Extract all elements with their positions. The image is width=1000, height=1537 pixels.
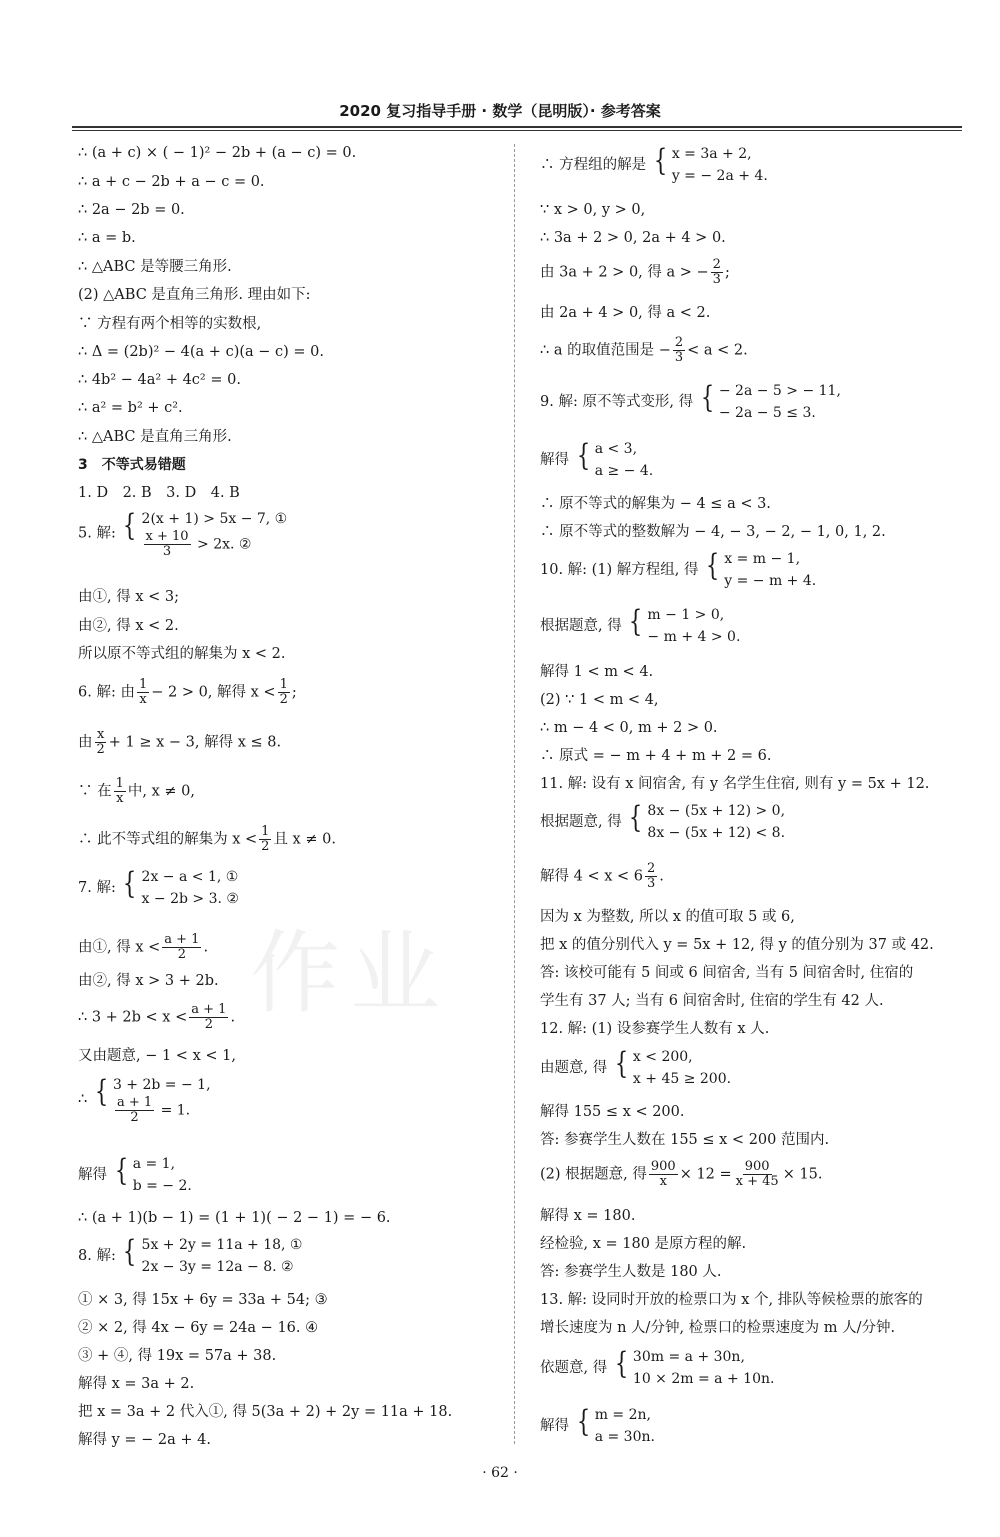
- text-line: 把 x = 3a + 2 代入①, 得 5(3a + 2) + 2y = 11a + 18.: [78, 1404, 453, 1420]
- text-line: 由②, 得 x < 2.: [78, 618, 179, 634]
- choice-answers: 1. D 2. B 3. D 4. B: [78, 485, 240, 501]
- column-divider: [514, 144, 515, 1444]
- text-line: 13. 解: 设同时开放的检票口为 x 个, 排队等候检票的旅客的: [540, 1292, 923, 1308]
- equation-system: 8. 解: { 5x + 2y = 11a + 18, ① 2x − 3y = 12a − 8. ②: [78, 1234, 303, 1275]
- text-line: 学生有 37 人; 当有 6 间宿舍时, 住宿的学生有 42 人.: [540, 993, 884, 1009]
- equation-system: 9. 解: 原不等式变形, 得 { − 2a − 5 > − 11, − 2a − 5 ≤ 3.: [540, 380, 841, 421]
- text-line: ∴ 原式 = − m + 4 + m + 2 = 6.: [540, 748, 772, 764]
- text-line: ② × 2, 得 4x − 6y = 24a − 16. ④: [78, 1320, 319, 1336]
- system-row: $\frac{x + 10}{3}$ > 2x. ②: [145, 529, 252, 559]
- text-line: 解得 y = − 2a + 4.: [78, 1432, 211, 1448]
- text-line: 解得 1 < m < 4.: [540, 664, 654, 680]
- header-rule-thin: [72, 130, 962, 131]
- text-line: ① × 3, 得 15x + 6y = 33a + 54; ③: [78, 1292, 328, 1308]
- text-line: ∴ 2a − 2b = 0.: [78, 202, 185, 218]
- text-line: (2) 根据题意, 得 $\frac{900}{x}$ × 12 = $\frac{900}{x + 45}$ × 15.: [540, 1159, 823, 1189]
- text-line: ∴ a + c − 2b + a − c = 0.: [78, 174, 265, 190]
- text-line: ∴ (a + 1)(b − 1) = (1 + 1)( − 2 − 1) = − 6.: [78, 1210, 391, 1226]
- text-line: 把 x 的值分别代入 y = 5x + 12, 得 y 的值分别为 37 或 42.: [540, 937, 934, 953]
- text-line: 由 $\frac{x}{2}$ + 1 ≥ x − 3, 解得 x ≤ 8.: [78, 727, 282, 757]
- text-line: 由②, 得 x > 3 + 2b.: [78, 973, 219, 989]
- text-line: ∴ Δ = (2b)² − 4(a + c)(a − c) = 0.: [78, 344, 324, 360]
- equation-system: 解得 { m = 2n, a = 30n.: [540, 1404, 655, 1445]
- text-line: 由 3a + 2 > 0, 得 a > − $\frac{2}{3}$ ;: [540, 257, 730, 287]
- page-number: · 62 ·: [482, 1465, 518, 1481]
- text-line: ∴ 3 + 2b < x < $\frac{a + 1}{2}$ .: [78, 1002, 236, 1032]
- equation-system: 根据题意, 得 { 8x − (5x + 12) > 0, 8x − (5x + 12) < 8.: [540, 800, 786, 841]
- text-line: 经检验, x = 180 是原方程的解.: [540, 1236, 747, 1252]
- page-header: 2020 复习指导手册 · 数学（昆明版）· 参考答案: [339, 102, 661, 120]
- text-line: ∴ 原不等式的整数解为 − 4, − 3, − 2, − 1, 0, 1, 2.: [540, 524, 886, 540]
- text-line: 答: 参赛学生人数是 180 人.: [540, 1264, 722, 1280]
- equation-system: 依题意, 得 { 30m = a + 30n, 10 × 2m = a + 10n.: [540, 1346, 775, 1387]
- text-line: 解得 155 ≤ x < 200.: [540, 1104, 685, 1120]
- text-line: ∵ x > 0, y > 0,: [540, 202, 646, 218]
- section-title: 3 不等式易错题: [78, 457, 186, 473]
- text-line: 由①, 得 x < 3;: [78, 589, 179, 605]
- text-line: ∴ 4b² − 4a² + 4c² = 0.: [78, 372, 241, 388]
- equation-system: ∴ { 3 + 2b = − 1, $\frac{a + 1}{2}$ = 1.: [78, 1074, 211, 1125]
- equation-system: 根据题意, 得 { m − 1 > 0, − m + 4 > 0.: [540, 604, 741, 645]
- text-line: ∴ (a + c) × ( − 1)² − 2b + (a − c) = 0.: [78, 145, 357, 161]
- text-line: ∴ a² = b² + c².: [78, 400, 183, 416]
- text-line: ∴ 此不等式组的解集为 x < $\frac{1}{2}$ 且 x ≠ 0.: [78, 824, 336, 854]
- system-row: 2(x + 1) > 5x − 7, ①: [141, 511, 288, 527]
- text-line: 6. 解: 由 $\frac{1}{x}$ − 2 > 0, 解得 x < $\frac{1}{2}$ ;: [78, 677, 297, 707]
- text-line: ∵ 方程有两个相等的实数根,: [78, 316, 262, 332]
- equation-system: ∴ 方程组的解是 { x = 3a + 2, y = − 2a + 4.: [540, 143, 768, 184]
- text-line: 由 2a + 4 > 0, 得 a < 2.: [540, 305, 711, 321]
- text-line: 所以原不等式组的解集为 x < 2.: [78, 646, 286, 662]
- equation-system: 解得 { a = 1, b = − 2.: [78, 1153, 192, 1194]
- watermark: 作业: [250, 921, 450, 1026]
- text-line: ∴ △ABC 是直角三角形.: [78, 429, 232, 445]
- equation-system: 7. 解: { 2x − a < 1, ① x − 2b > 3. ②: [78, 866, 239, 907]
- text-line: ∴ 3a + 2 > 0, 2a + 4 > 0.: [540, 230, 726, 246]
- equation-system: 5. 解: { 2(x + 1) > 5x − 7, ① $\frac{x + 10}{3}$ > 2x. ②: [78, 508, 288, 559]
- text-line: 答: 参赛学生人数在 155 ≤ x < 200 范围内.: [540, 1132, 830, 1148]
- text-line: ∴ △ABC 是等腰三角形.: [78, 259, 232, 275]
- text-line: (2) △ABC 是直角三角形. 理由如下:: [78, 287, 311, 303]
- text-line: 因为 x 为整数, 所以 x 的值可取 5 或 6,: [540, 909, 795, 925]
- text-line: ∴ a = b.: [78, 230, 136, 246]
- text-line: ∴ a 的取值范围是 − $\frac{2}{3}$ < a < 2.: [540, 335, 748, 365]
- text-line: ③ + ④, 得 19x = 57a + 38.: [78, 1348, 277, 1364]
- text-line: ∵ 在 $\frac{1}{x}$ 中, x ≠ 0,: [78, 776, 195, 806]
- text-line: ∴ m − 4 < 0, m + 2 > 0.: [540, 720, 718, 736]
- equation-system: 10. 解: (1) 解方程组, 得 { x = m − 1, y = − m + 4.: [540, 548, 817, 589]
- equation-system: 由题意, 得 { x < 200, x + 45 ≥ 200.: [540, 1046, 732, 1087]
- problem-label: 5. 解:: [78, 525, 116, 542]
- text-line: 又由题意, − 1 < x < 1,: [78, 1048, 236, 1064]
- text-line: 11. 解: 设有 x 间宿舍, 有 y 名学生住宿, 则有 y = 5x + 12.: [540, 776, 930, 792]
- text-line: 增长速度为 n 人/分钟, 检票口的检票速度为 m 人/分钟.: [540, 1320, 896, 1336]
- text-line: 解得 4 < x < 6 $\frac{2}{3}$ .: [540, 861, 664, 891]
- text-line: 12. 解: (1) 设参赛学生人数有 x 人.: [540, 1021, 770, 1037]
- text-line: (2) ∵ 1 < m < 4,: [540, 692, 659, 708]
- text-line: 答: 该校可能有 5 间或 6 间宿舍, 当有 5 间宿舍时, 住宿的: [540, 965, 914, 981]
- text-line: ∴ 原不等式的解集为 − 4 ≤ a < 3.: [540, 496, 771, 512]
- text-line: 解得 x = 3a + 2.: [78, 1376, 195, 1392]
- equation-system: 解得 { a < 3, a ≥ − 4.: [540, 438, 654, 479]
- header-rule: [72, 126, 962, 128]
- text-line: 由①, 得 x < $\frac{a + 1}{2}$ .: [78, 932, 209, 962]
- text-line: 解得 x = 180.: [540, 1208, 636, 1224]
